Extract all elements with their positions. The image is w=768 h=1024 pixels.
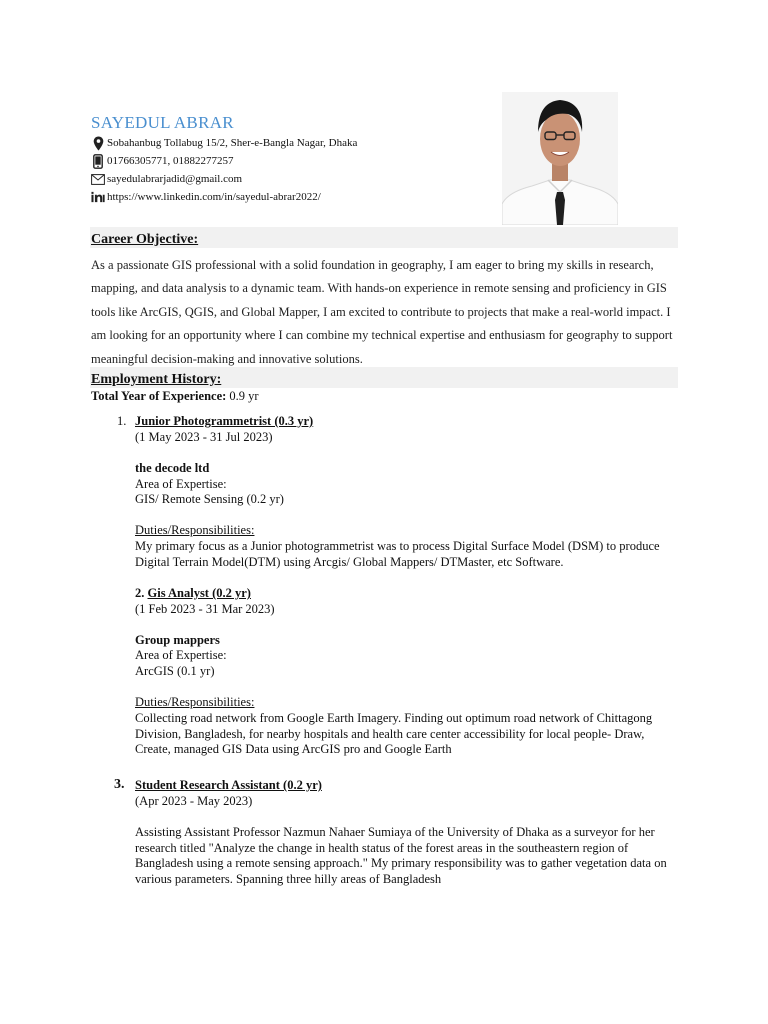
- mobile-phone-icon: [91, 153, 105, 169]
- job-dates: (1 May 2023 - 31 Jul 2023): [135, 430, 273, 444]
- job-duties-text: My primary focus as a Junior photogrammetrist was to process Digital Surface Model (DSM) to produce Digital Terrain Model(DTM) using Arcgis/ Global Mappers/ DTMaster, etc Software.: [135, 539, 660, 569]
- job-number: 2.: [135, 586, 145, 600]
- employment-history-heading: Employment History:: [91, 372, 222, 387]
- career-objective-heading: Career Objective:: [91, 232, 199, 247]
- total-experience-value: 0.9 yr: [226, 389, 259, 403]
- job-number: 3.: [114, 777, 125, 792]
- phone-line: [91, 153, 234, 169]
- job-area-value: ArcGIS (0.1 yr): [135, 664, 215, 678]
- phone-text: 01766305771, 01882277257: [107, 155, 234, 167]
- job-number: 1.: [117, 414, 127, 428]
- job-duties-text: Assisting Assistant Professor Nazmun Nahaer Sumiaya of the University of Dhaka as a surveyor for her research titled "Analyze the change in health status of the forest areas in the southeastern region of Bangladesh using a remote sensing approach." My primary responsibility was to gather vegetation data on various parameters. Spanning three hilly areas of Bangladesh: [135, 825, 667, 887]
- profile-photo: [502, 92, 618, 225]
- job-company: the decode ltd: [135, 461, 210, 475]
- job-duties-label: Duties/Responsibilities:: [135, 695, 255, 709]
- total-experience: [91, 389, 259, 404]
- linkedin-icon: [91, 189, 105, 205]
- linkedin-line: [91, 189, 321, 205]
- job-duties-label: Duties/Responsibilities:: [135, 523, 255, 537]
- job-area-value: GIS/ Remote Sensing (0.2 yr): [135, 492, 284, 506]
- job-company: Group mappers: [135, 633, 220, 647]
- job-title-line: [135, 586, 251, 601]
- job-duties-text: Collecting road network from Google Earth Imagery. Finding out optimum road network of Chittagong Division, Bangladesh, for nearby hospitals and health care center accessibility for local people- Draw, Create, managed GIS Data using ArcGIS pro and Google Earth: [135, 711, 653, 757]
- address-line: [91, 135, 357, 151]
- email-link[interactable]: sayedulabrarjadid@gmail.com: [107, 173, 243, 185]
- linkedin-link[interactable]: https://www.linkedin.com/in/sayedul-abrar2022/: [107, 191, 321, 203]
- address-text: Sobahanbug Tollabug 15/2, Sher-e-Bangla Nagar, Dhaka: [107, 137, 358, 149]
- job-dates: (Apr 2023 - May 2023): [135, 794, 253, 808]
- job-title: Gis Analyst (0.2 yr): [147, 586, 251, 600]
- envelope-icon: [91, 171, 105, 187]
- email-line: [91, 171, 242, 187]
- job-area-label: Area of Expertise:: [135, 648, 227, 662]
- total-experience-label: Total Year of Experience:: [91, 389, 227, 403]
- job-title: Junior Photogrammetrist (0.3 yr): [135, 414, 314, 428]
- job-title: Student Research Assistant (0.2 yr): [135, 778, 322, 792]
- job-dates: (1 Feb 2023 - 31 Mar 2023): [135, 602, 275, 616]
- location-pin-icon: [91, 135, 105, 151]
- applicant-name: SAYEDUL ABRAR: [91, 113, 234, 132]
- job-area-label: Area of Expertise:: [135, 477, 227, 491]
- career-objective-text: As a passionate GIS professional with a solid foundation in geography, I am eager to bring my skills in research, mapping, and data analysis to a dynamic team. With hands-on experience in remote sensing and proficiency in GIS tools like ArcGIS, QGIS, and Global Mapper, I am excited to contribute to projects that make a real-world impact. I am looking for an opportunity where I can combine my technical expertise and enthusiasm for geography to support meaningful decision-making and innovative solutions.: [91, 258, 673, 366]
